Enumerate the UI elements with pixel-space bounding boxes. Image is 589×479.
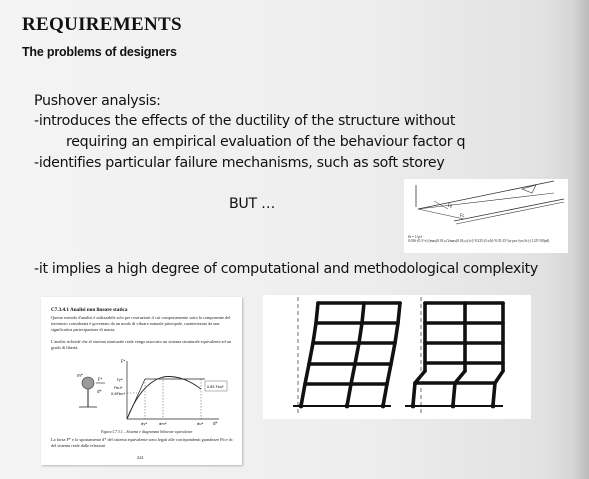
slide-edge-shadow [573, 0, 589, 479]
doc-label-fbu-frac: 0.6Fbu* [111, 392, 126, 396]
doc-heading: C7.3.4.1 Analisi non lineare statica [51, 307, 128, 313]
formula-image [404, 179, 568, 253]
bullet-ductility-continued: requiring an empirical evaluation of the behaviour factor q [66, 134, 466, 150]
doc-axis-y: F* [121, 359, 126, 364]
doc-label-f: F* [98, 377, 103, 382]
doc-label-m: m* [77, 373, 83, 378]
formula-label-a: Fy [448, 203, 453, 208]
rotation-formula: θr = 1/γel · 0.016·(0.3^ν)·[max(0.01;ω')/max(0.01;ω)·fc]^0.225·(Lv/h)^0.35·25^(α·ρsx·fyw/fc)·(1.25^100ρd) [408, 235, 550, 243]
doc-label-fbu: Fbu* [114, 386, 123, 390]
slide-title: REQUIREMENTS [22, 14, 182, 35]
doc-figure-caption: Figura C7.3.1 – Sistema e diagramma bilineare equivalente [101, 430, 193, 434]
frames-drawing [263, 295, 531, 419]
doc-label-dm: dm* [159, 422, 167, 426]
formula-label-b: Fc [460, 213, 465, 218]
doc-label-fy: Fy* [117, 378, 123, 382]
doc-label-du: du* [197, 422, 204, 426]
bullet-ductility: -introduces the effects of the ductility of the structure without [34, 113, 456, 129]
global-mechanism-frame [301, 303, 400, 406]
doc-axis-x: d* [213, 421, 218, 426]
slide-subtitle: The problems of designers [22, 45, 177, 59]
doc-label-side: 0.85 Fbu* [207, 385, 224, 389]
code-document-image [41, 297, 242, 465]
doc-paragraph-2: L'analisi richiede che al sistema strutturale reale venga associato un sistema strutturale equivalente ad un grado di libertà. [51, 339, 231, 350]
doc-page-number: 224 [137, 455, 144, 460]
but-text: BUT … [229, 196, 275, 212]
soft-storey-frame [413, 303, 503, 405]
failure-mechanism-frames-image [263, 295, 531, 419]
bullet-failure-mechanisms: -identifies particular failure mechanisms, such as soft storey [34, 155, 445, 171]
bullet-complexity: -it implies a high degree of computational and methodological complexity [34, 261, 538, 277]
doc-paragraph-1: Questo metodo d'analisi è utilizzabile solo per costruzioni il cui comportamento sotto la componente del terremoto considerata è governato da un modo di vibrare naturale principale, caratterizzato da una significativa partecipazione di massa. [51, 315, 231, 332]
doc-label-d: d* [97, 389, 102, 394]
doc-label-dy: dy* [141, 422, 148, 426]
pushover-heading: Pushover analysis: [34, 93, 161, 109]
doc-paragraph-3: La forza F* e lo spostamento d* del sistema equivalente sono legati alle corrispondenti grandezze Fb e dc del sistema reale dalle relazioni [51, 437, 233, 448]
